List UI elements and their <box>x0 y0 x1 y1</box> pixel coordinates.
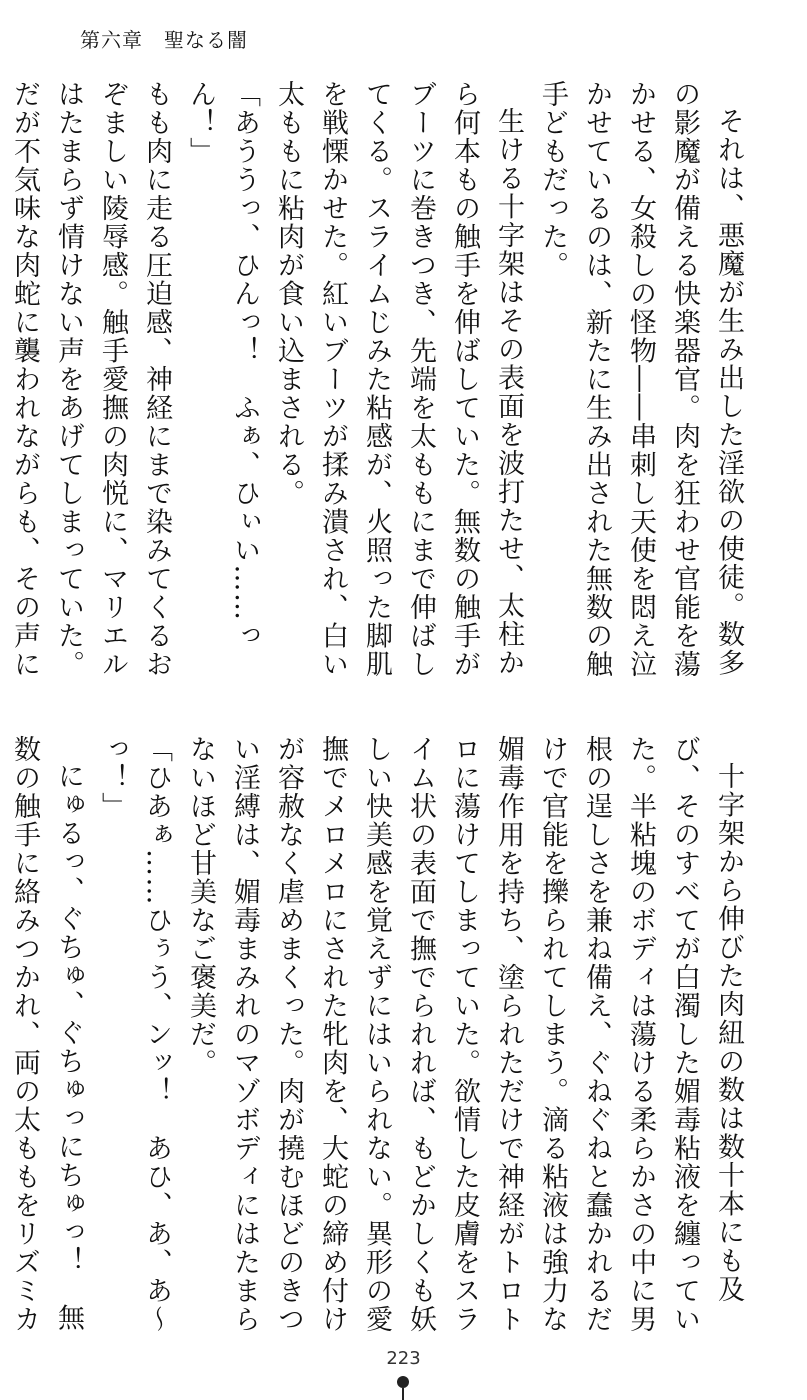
paragraph: 生ける十字架はその表面を波打たせ、太柱から何本もの触手を伸ばしていた。無数の触手がブーツに巻きつき、先端を太ももにまで伸ばしてくる。スライムじみた粘感が、火照った脚肌を戦慄かせた。紅いブーツが揉み潰され、白い太ももに粘肉が食い込まされる。 <box>273 80 524 679</box>
paragraph: にゅるっ、ぐちゅ、ぐちゅっにちゅっ！ 無数の触手に絡みつかれ、両の太ももをリズミカ <box>9 735 84 1334</box>
page-number: 223 <box>386 1348 421 1369</box>
text-block-bottom <box>9 735 750 1335</box>
paragraph: それは、悪魔が生み出した淫欲の使徒。数多の影魔が備える快楽器官。肉を狂わせ官能を蕩かせる、女殺しの怪物――串刺し天使を悶え泣かせているのは、新たに生み出された無数の触手どもだった。 <box>537 80 744 679</box>
page-marker-dot <box>397 1376 409 1388</box>
dialogue-line: 「ひあぁ……ひぅう、ンッ！ あひ、あ、あ～っ！」 <box>97 735 172 1334</box>
text-block-top <box>9 80 750 680</box>
paragraph: 十字架から伸びた肉紐の数は数十本にも及び、そのすべてが白濁した媚毒粘液を纏っていた。半粘塊のボディは蕩ける柔らかさの中に男根の逞しさを兼ね備え、ぐねぐねと蠢かれるだけで官能を擽られてしまう。滴る粘液は強力な媚毒作用を持ち、塗られただけで神経がトロトロに蕩けてしまっていた。欲情した皮膚をスライム状の表面で撫でられれば、もどかしくも妖しい快美感を覚えずにはいられない。異形の愛撫でメロメロにされた牝肉を、大蛇の締め付けが容赦なく虐めまくった。肉が撓むほどのきつい淫縛は、媚毒まみれのマゾボディにはたまらないほど甘美なご褒美だ。 <box>185 735 744 1334</box>
running-header <box>80 24 248 53</box>
chapter-label: 第六章 <box>80 28 143 52</box>
page-marker-line <box>402 1388 404 1400</box>
chapter-title: 聖なる闇 <box>164 28 248 52</box>
paragraph: もも肉に走る圧迫感、神経にまで染みてくるおぞましい陵辱感。触手愛撫の肉悦に、マリエルはたまらず情けない声をあげてしまっていた。だが不気味な肉蛇に襲われながらも、その声に <box>9 80 172 679</box>
dialogue-line: 「あううっ、ひんっ！ ふぁ、ひぃい……っん！」 <box>185 80 260 650</box>
